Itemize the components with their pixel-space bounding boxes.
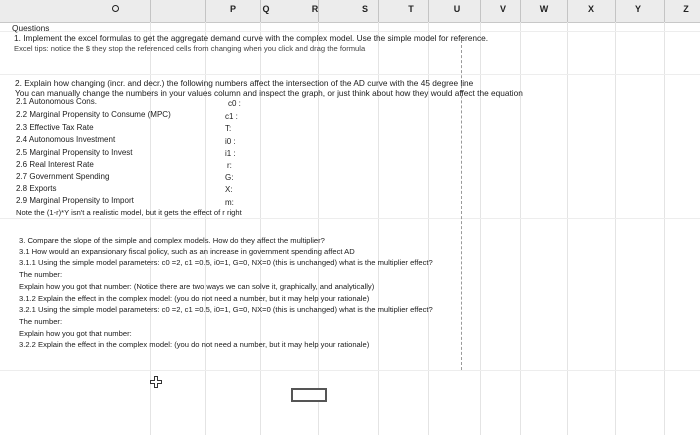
gridline bbox=[480, 22, 481, 435]
q2-item-label: 2.5 Marginal Propensity to Invest bbox=[16, 148, 133, 157]
column-separator bbox=[150, 0, 151, 22]
q2-item-symbol: T: bbox=[225, 124, 232, 133]
circle-icon bbox=[112, 5, 119, 12]
column-header-s[interactable]: S bbox=[361, 4, 368, 14]
q2-item-symbol: G: bbox=[225, 173, 234, 182]
gridline bbox=[664, 22, 665, 435]
column-separator bbox=[378, 0, 379, 22]
column-header-r[interactable]: R bbox=[311, 4, 319, 14]
gridline bbox=[520, 22, 521, 435]
gridline bbox=[567, 22, 568, 435]
q2-item-label: 2.3 Effective Tax Rate bbox=[16, 123, 94, 132]
gridline bbox=[0, 31, 700, 32]
q2-item-label: 2.9 Marginal Propensity to Import bbox=[16, 196, 134, 205]
gridline bbox=[615, 22, 616, 435]
column-header-u[interactable]: U bbox=[453, 4, 461, 14]
column-header-p[interactable]: P bbox=[229, 4, 236, 14]
column-header-q[interactable]: Q bbox=[262, 4, 270, 14]
q2-item-symbol: r: bbox=[227, 161, 232, 170]
selected-cell[interactable] bbox=[291, 388, 327, 402]
q2-item-label: 2.7 Government Spending bbox=[16, 172, 110, 181]
column-separator bbox=[615, 0, 616, 22]
column-separator bbox=[205, 0, 206, 22]
q3-line: 3.1 How would an expansionary fiscal policy, such as an increase in government spending affect AD bbox=[19, 247, 355, 256]
q3-line: 3.2.2 Explain the effect in the complex model: (you do not need a number, but it may help your rationale) bbox=[19, 340, 370, 349]
gridline bbox=[0, 218, 700, 219]
column-separator bbox=[520, 0, 521, 22]
q2-item-label: 2.8 Exports bbox=[16, 184, 57, 193]
column-header-w[interactable]: W bbox=[539, 4, 549, 14]
gridline bbox=[0, 370, 700, 371]
q3-line: 3.1.2 Explain the effect in the complex model: (you do not need a number, but it may help your rationale) bbox=[19, 294, 370, 303]
column-header-x[interactable]: X bbox=[587, 4, 594, 14]
questions-header: Questions bbox=[12, 23, 50, 33]
column-separator bbox=[480, 0, 481, 22]
column-separator bbox=[567, 0, 568, 22]
q2-item-symbol: c1 : bbox=[225, 112, 238, 121]
q2-item-symbol: i0 : bbox=[225, 137, 236, 146]
q2-note: Note the (1-r)*Y isn't a realistic model, but it gets the effect of r right bbox=[16, 208, 242, 217]
q2-item-symbol: c0 : bbox=[228, 99, 241, 108]
q3-line: The number: bbox=[19, 270, 63, 279]
column-header-y[interactable]: Y bbox=[634, 4, 641, 14]
q2-item-symbol: m: bbox=[225, 198, 234, 207]
crosshair-cursor-icon bbox=[150, 376, 162, 388]
q1-text: 1. Implement the excel formulas to get the aggregate demand curve with the complex model. Use the simple model for reference. bbox=[14, 33, 489, 43]
q3-line: Explain how you got that number: bbox=[19, 329, 132, 338]
column-separator bbox=[664, 0, 665, 22]
q3-line: 3.2.1 Using the simple model parameters: c0 =2, c1 =0.5, i0=1, G=0, NX=0 (this is unchanged) what is the multiplier effect? bbox=[19, 305, 433, 314]
q3-line: The number: bbox=[19, 317, 63, 326]
gridline bbox=[0, 74, 700, 75]
q3-line: 3. Compare the slope of the simple and complex models. How do they affect the multiplier? bbox=[19, 236, 325, 245]
q2-item-symbol: X: bbox=[225, 185, 233, 194]
q2-item-label: 2.1 Autonomous Cons. bbox=[16, 97, 97, 106]
q1-tip: Excel tips: notice the $ they stop the referenced cells from changing when you click and drag the formula bbox=[14, 44, 366, 53]
q2-instructions: You can manually change the numbers in your values column and inspect the graph, or just think about how they would affect the equation bbox=[15, 88, 523, 98]
q2-item-label: 2.4 Autonomous Investment bbox=[16, 135, 116, 144]
q2-text: 2. Explain how changing (incr. and decr.) the following numbers affect the intersection of the AD curve with the 45 degree line bbox=[15, 78, 474, 88]
column-separator bbox=[428, 0, 429, 22]
q2-item-label: 2.6 Real Interest Rate bbox=[16, 160, 94, 169]
q3-line: 3.1.1 Using the simple model parameters: c0 =2, c1 =0.5, i0=1, G=0, NX=0 (this is unchanged) what is the multiplier effect? bbox=[19, 258, 433, 267]
column-header-v[interactable]: V bbox=[499, 4, 506, 14]
column-header-t[interactable]: T bbox=[408, 4, 414, 14]
column-header-z[interactable]: Z bbox=[683, 4, 689, 14]
q2-item-symbol: i1 : bbox=[225, 149, 236, 158]
q2-item-label: 2.2 Marginal Propensity to Consume (MPC) bbox=[16, 110, 171, 119]
q3-line: Explain how you got that number: (Notice there are two ways we can solve it, graphically, and analytically) bbox=[19, 282, 375, 291]
column-header-strip bbox=[0, 0, 700, 23]
